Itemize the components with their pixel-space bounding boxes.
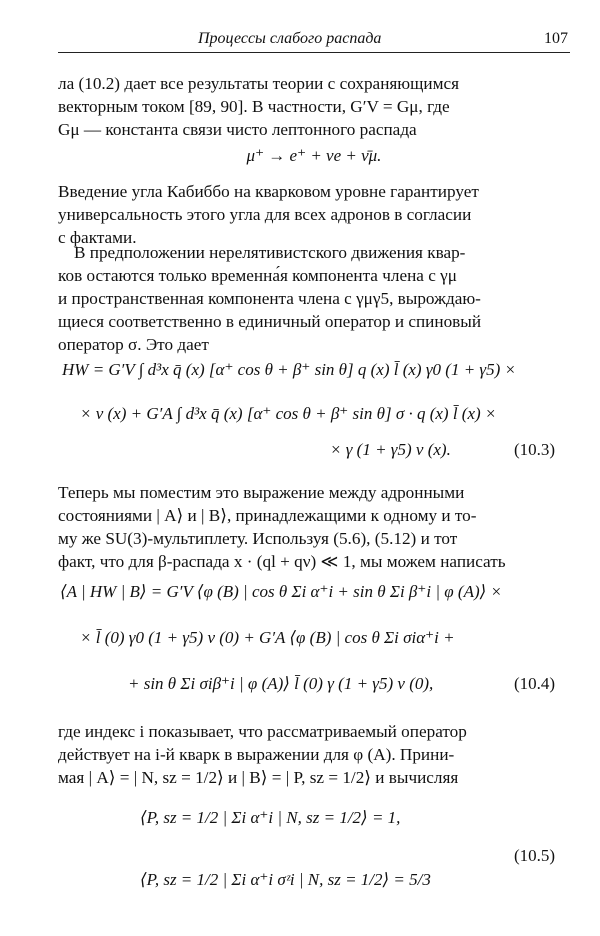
running-header — [58, 30, 570, 53]
equation-10-3-line-2: × ν (x) + G′A ∫ d³x q̄ (x) [α⁺ cos θ + β⁺ sin θ] σ · q (x) l̄ (x) × — [80, 404, 497, 423]
text-line: Введение угла Кабиббо на кварковом уровне гарантирует — [58, 182, 479, 201]
text-line: где индекс i показывает, что рассматриваемый оператор — [58, 722, 467, 741]
text-line: векторным током [89, 90]. В частности, G′V = Gμ, где — [58, 97, 450, 116]
text-line: В предположении нерелятивистского движения квар- — [74, 243, 466, 262]
equation-number-10-5: (10.5) — [514, 846, 556, 865]
text-line: ков остаются только временна́я компонента члена с γμ — [58, 266, 457, 285]
equation-10-4-line-1: ⟨A | HW | B⟩ = G′V ⟨φ (B) | cos θ Σi α⁺i + sin θ Σi β⁺i | φ (A)⟩ × — [60, 582, 502, 601]
paragraph-3 — [58, 241, 570, 356]
equation-10-3-line-3: × γ (1 + γ5) ν (x). — [330, 440, 451, 459]
equation-number-10-3: (10.3) — [514, 440, 556, 459]
text-line: Gμ — константа связи чисто лептонного распада — [58, 120, 417, 139]
equation-10-3-line-1: HW = G′V ∫ d³x q̄ (x) [α⁺ cos θ + β⁺ sin θ] q (x) l̄ (x) γ0 (1 + γ5) × — [62, 360, 517, 379]
text-line: действует на i-й кварк в выражении для φ (A). Прини- — [58, 745, 455, 764]
equation-10-5-line-2: ⟨P, sz = 1/2 | Σi α⁺i σᶻi | N, sz = 1/2⟩ = 5/3 — [140, 870, 431, 889]
equation-10-4-line-3: + sin θ Σi σiβ⁺i | φ (A)⟩ l̄ (0) γ (1 + γ5) ν (0), — [128, 674, 434, 693]
text-line: Теперь мы поместим это выражение между адронными — [58, 483, 465, 502]
paragraph-2 — [58, 180, 570, 249]
page-number: 107 — [544, 30, 568, 47]
text-line: универсальность этого угла для всех адронов в согласии — [58, 205, 472, 224]
equation-muon-decay: μ⁺ → e⁺ + νe + ν̄μ. — [246, 146, 382, 165]
text-line: состояниями | A⟩ и | B⟩, принадлежащими к одному и то- — [58, 506, 477, 525]
running-title: Процессы слабого распада — [198, 30, 382, 47]
equation-10-5-line-1: ⟨P, sz = 1/2 | Σi α⁺i | N, sz = 1/2⟩ = 1, — [140, 808, 401, 827]
text-line: факт, что для β-распада x · (ql + qν) ≪ 1, мы можем написать — [58, 552, 506, 571]
text-line: му же SU(3)-мультиплету. Используя (5.6), (5.12) и тот — [58, 529, 458, 548]
equation-number-10-4: (10.4) — [514, 674, 556, 693]
text-line: с фактами. — [58, 228, 137, 247]
equation-10-4-line-2: × l̄ (0) γ0 (1 + γ5) ν (0) + G′A ⟨φ (B) | cos θ Σi σiα⁺i + — [80, 628, 455, 647]
paragraph-5 — [58, 720, 570, 789]
text-line: щиеся соответственно в единичный оператор и спиновый — [58, 312, 482, 331]
text-line: мая | A⟩ = | N, sz = 1/2⟩ и | B⟩ = | P, sz = 1/2⟩ и вычисляя — [58, 768, 459, 787]
text-line: оператор σ. Это дает — [58, 335, 209, 354]
paragraph-4 — [58, 481, 570, 573]
text-line: и пространственная компонента члена с γμγ5, вырождаю- — [58, 289, 481, 308]
text-line: ла (10.2) дает все результаты теории с сохраняющимся — [58, 74, 459, 93]
paragraph-1 — [58, 72, 570, 141]
